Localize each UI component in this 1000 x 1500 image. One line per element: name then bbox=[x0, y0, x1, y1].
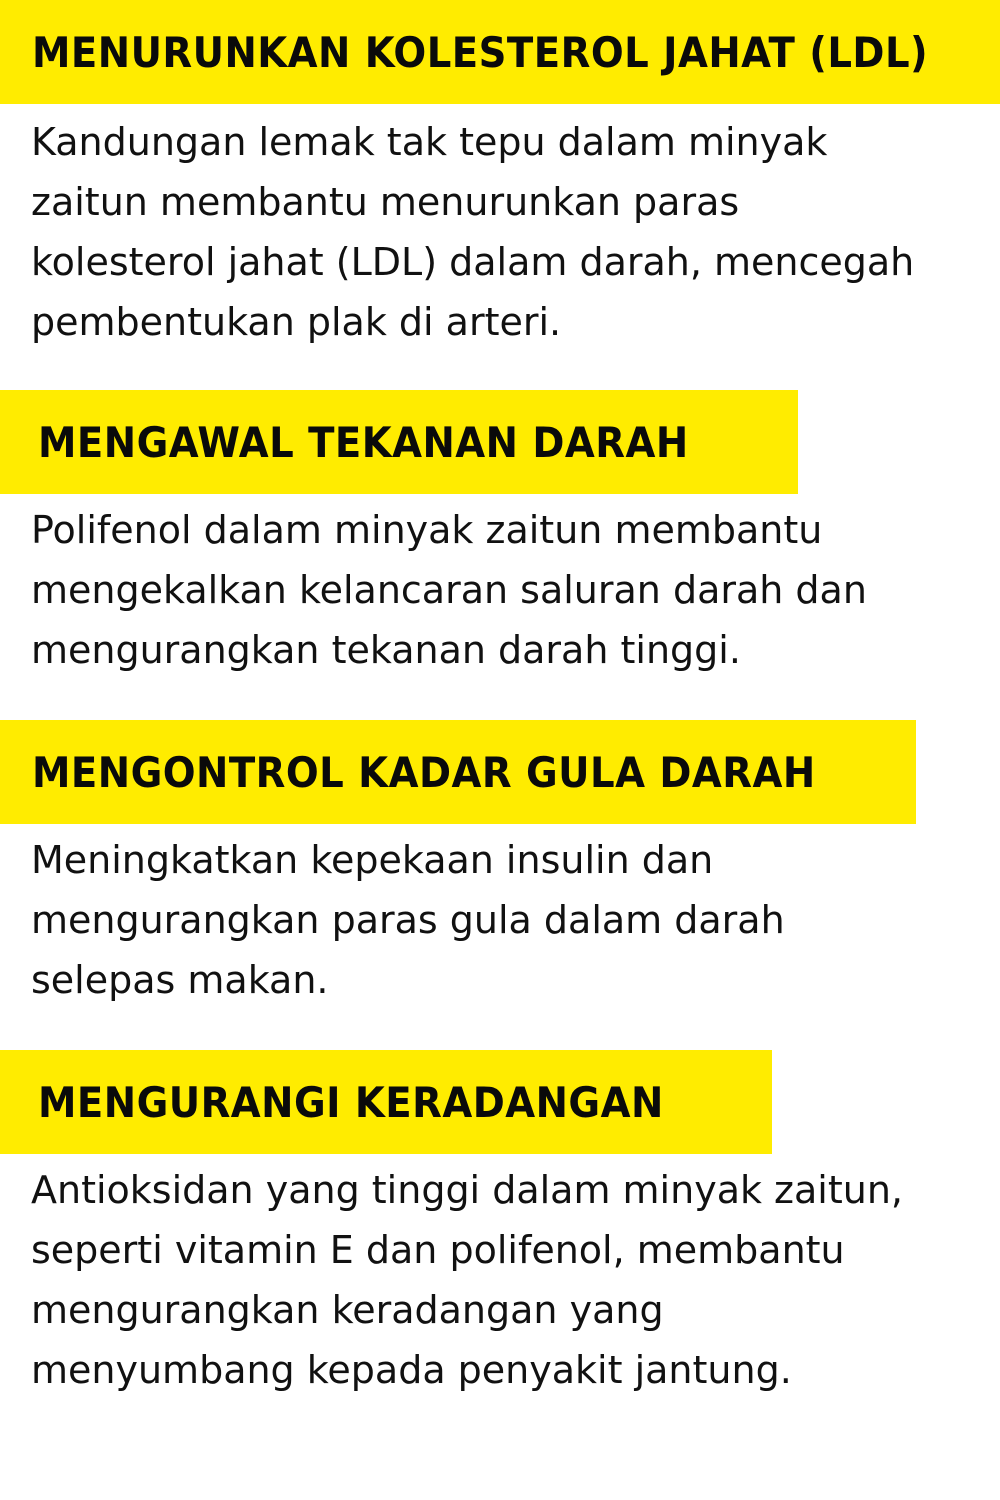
section-4-body: Antioksidan yang tinggi dalam minyak zaitun, seperti vitamin E dan polifenol, membantu mengurangkan keradangan yang menyumbang kepada penyakit jantung. bbox=[31, 1168, 903, 1392]
section-4-heading-banner bbox=[0, 1050, 772, 1154]
section-2-heading-banner bbox=[0, 390, 798, 494]
section-3-heading-banner bbox=[0, 720, 916, 824]
section-4-heading: MENGURANGI KERADANGAN bbox=[38, 1077, 664, 1127]
section-2-heading: MENGAWAL TEKANAN DARAH bbox=[38, 417, 689, 467]
section-1-heading: MENURUNKAN KOLESTEROL JAHAT (LDL) bbox=[32, 27, 929, 77]
section-2-body: Polifenol dalam minyak zaitun membantu mengekalkan kelancaran saluran darah dan mengurangkan tekanan darah tinggi. bbox=[31, 508, 867, 672]
section-1-heading-banner bbox=[0, 0, 1000, 104]
section-3-body: Meningkatkan kepekaan insulin dan mengurangkan paras gula dalam darah selepas makan. bbox=[31, 838, 785, 1002]
section-3-heading: MENGONTROL KADAR GULA DARAH bbox=[32, 747, 816, 797]
section-1-body: Kandungan lemak tak tepu dalam minyak zaitun membantu menurunkan paras kolesterol jahat (LDL) dalam darah, mencegah pembentukan plak di arteri. bbox=[31, 120, 915, 344]
